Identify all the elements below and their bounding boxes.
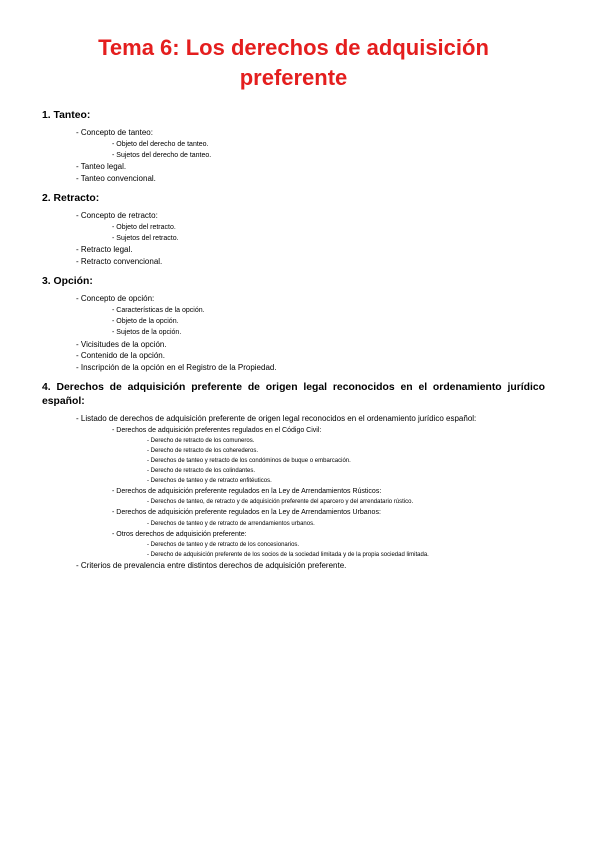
outline-item: - Objeto de la opción. bbox=[112, 318, 179, 326]
outline-item: - Inscripción de la opción en el Registro de la Propiedad. bbox=[76, 362, 277, 372]
outline-item: - Derechos de tanteo y retracto de los condóminos de buque o embarcación. bbox=[147, 458, 351, 465]
outline-item: - Sujetos de la opción. bbox=[112, 329, 182, 337]
document-title bbox=[42, 0, 545, 93]
section-retracto bbox=[42, 192, 545, 267]
outline-item: - Derechos de adquisición preferente regulados en la Ley de Arrendamientos Urbanos: bbox=[112, 509, 381, 517]
section-opcion bbox=[42, 275, 545, 373]
title-line-1: Tema 6: Los derechos de adquisición bbox=[98, 35, 489, 60]
outline-item: - Retracto legal. bbox=[76, 245, 133, 255]
section-heading: 4. Derechos de adquisición preferente de origen legal reconocidos en el ordenamiento jurídico español: bbox=[42, 382, 545, 408]
section-heading: 2. Retracto: bbox=[42, 193, 100, 205]
outline-item: - Derecho de retracto de los coherederos. bbox=[147, 448, 259, 455]
outline-item: - Retracto convencional. bbox=[76, 256, 163, 266]
outline-item: - Sujetos del derecho de tanteo. bbox=[112, 151, 212, 159]
title-line-2: preferente bbox=[239, 65, 348, 90]
outline-item: - Concepto de retracto: bbox=[76, 211, 158, 221]
outline-item: - Sujetos del retracto. bbox=[112, 234, 179, 242]
outline-item: - Derechos de tanteo y de retracto enfitéuticos. bbox=[147, 478, 272, 485]
outline-item: - Derechos de tanteo y de retracto de los concesionarios. bbox=[147, 541, 300, 548]
section-derechos-legales bbox=[42, 381, 545, 571]
section-heading: 1. Tanteo: bbox=[42, 110, 91, 121]
outline-item: - Derechos de tanteo y de retracto de arrendamientos urbanos. bbox=[147, 520, 315, 527]
outline-item: - Objeto del retracto. bbox=[112, 223, 176, 231]
outline-item: - Características de la opción. bbox=[112, 306, 205, 314]
outline-item: - Concepto de tanteo: bbox=[76, 128, 153, 137]
outline-item: - Derechos de tanteo, de retracto y de adquisición preferente del aparcero y del arrendatario rústico. bbox=[147, 499, 414, 506]
outline-item: - Derechos de adquisición preferentes regulados en el Código Civil: bbox=[112, 426, 322, 434]
outline-item: - Derecho de adquisición preferente de los socios de la sociedad limitada y de la propia sociedad limitada. bbox=[147, 551, 429, 558]
section-heading: 3. Opción: bbox=[42, 276, 93, 288]
outline-item: - Derechos de adquisición preferente regulados en la Ley de Arrendamientos Rústicos: bbox=[112, 488, 382, 496]
outline-item: - Criterios de prevalencia entre distintos derechos de adquisición preferente. bbox=[76, 560, 347, 570]
outline-item: - Contenido de la opción. bbox=[76, 351, 165, 361]
section-tanteo bbox=[42, 109, 545, 184]
outline-item: - Tanteo convencional. bbox=[76, 173, 156, 183]
outline-item: - Derecho de retracto de los comuneros. bbox=[147, 438, 255, 445]
outline-item: - Otros derechos de adquisición preferente: bbox=[112, 530, 247, 538]
outline-item: - Derecho de retracto de los colindantes. bbox=[147, 468, 256, 475]
outline-item: - Listado de derechos de adquisición preferente de origen legal reconocidos en el ordenamiento jurídico español: bbox=[76, 414, 477, 424]
outline-item: - Tanteo legal. bbox=[76, 162, 127, 171]
outline-item: - Concepto de opción: bbox=[76, 294, 155, 304]
outline-item: - Vicisitudes de la opción. bbox=[76, 339, 167, 349]
outline-item: - Objeto del derecho de tanteo. bbox=[112, 140, 209, 148]
